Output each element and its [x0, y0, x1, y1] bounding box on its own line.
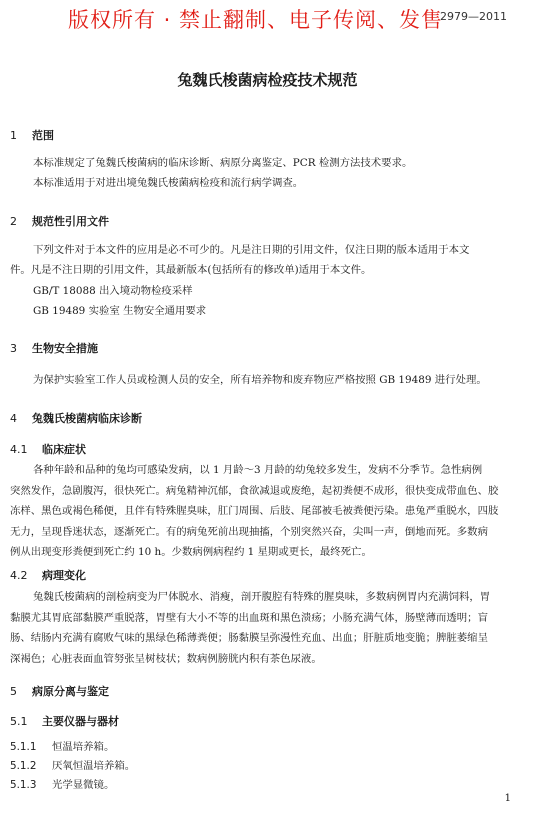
section-5-heading: [10, 683, 109, 699]
section-2-paragraph-line-1: 下列文件对于本文件的应用是必不可少的。凡是注日期的引用文件，仅注日期的版本适用于本文: [33, 244, 470, 256]
section-number: 4: [10, 412, 17, 425]
page-number: 1: [504, 793, 511, 804]
subsection-title: 临床症状: [42, 443, 86, 456]
section-title: 规范性引用文件: [32, 215, 109, 228]
section-1-paragraph-1: 本标准规定了兔魏氏梭菌病的临床诊断、病原分离鉴定、PCR 检测方法技术要求。: [33, 157, 413, 169]
normative-reference-1: GB/T 18088 出入境动物检疫采样: [33, 285, 193, 297]
subsection-5-1-heading: [10, 713, 119, 729]
paragraph-line: 突然发作，急剧腹泻，很快死亡。病兔精神沉郁，食欲减退或废绝，起初粪便不成形，很快变成带血色、胶: [10, 484, 499, 497]
section-2-heading: [10, 213, 109, 229]
section-3-paragraph: 为保护实验室工作人员或检测人员的安全，所有培养物和废弃物应严格按照 GB 19489 进行处理。: [33, 374, 487, 386]
copyright-watermark: 版权所有 · 禁止翻制、电子传阅、发售: [68, 8, 444, 32]
item-number: 5.1.2: [10, 760, 37, 772]
subsection-number: 4.2: [10, 569, 28, 582]
section-1-paragraph-2: 本标准适用于对进出境兔魏氏梭菌病检疫和流行病学调查。: [33, 177, 304, 189]
item-text: 光学显微镜。: [52, 779, 115, 791]
item-text: 恒温培养箱。: [52, 741, 115, 753]
section-4-heading: [10, 410, 142, 426]
paragraph-line: 黏膜尤其胃底部黏膜严重脱落，胃壁有大小不等的出血斑和黑色溃疡；小肠充满气体，肠壁薄而透明；盲: [10, 611, 488, 624]
section-title: 生物安全措施: [32, 342, 98, 355]
subsection-title: 病理变化: [42, 569, 86, 582]
paragraph-line: 兔魏氏梭菌病的剖检病变为尸体脱水、消瘦，剖开腹腔有特殊的腥臭味，多数病例胃内充满饲料，胃: [33, 591, 491, 603]
subsection-4-1-heading: [10, 441, 86, 457]
subsection-number: 5.1: [10, 715, 28, 728]
section-number: 3: [10, 342, 17, 355]
section-2-paragraph-line-2: 件。凡是不注日期的引用文件，其最新版本(包括所有的修改单)适用于本文件。: [10, 264, 372, 276]
subsection-title: 主要仪器与器材: [42, 715, 119, 728]
section-number: 2: [10, 215, 17, 228]
section-title: 范围: [32, 129, 54, 142]
item-number: 5.1.3: [10, 779, 37, 791]
equipment-item: [10, 776, 114, 791]
subsection-4-2-heading: [10, 567, 86, 583]
section-number: 5: [10, 685, 17, 698]
document-title: 兔魏氏梭菌病检疫技术规范: [177, 71, 358, 89]
section-title: 病原分离与鉴定: [32, 685, 109, 698]
section-title: 兔魏氏梭菌病临床诊断: [32, 412, 142, 425]
section-1-heading: [10, 127, 54, 143]
paragraph-line: 冻样、黑色或褐色稀便，且伴有特殊腥臭味，肛门周围、后肢、尾部被毛被粪便污染。患兔严重脱水，四肢: [10, 505, 499, 517]
equipment-item: [10, 757, 135, 772]
clinical-symptoms-paragraph: [10, 460, 525, 563]
equipment-item: [10, 738, 114, 753]
paragraph-line: 无力，呈现昏迷状态，逐渐死亡。有的病兔死前出现抽搐，个别突然兴奋，尖叫一声，倒地而死。多数病: [10, 525, 488, 538]
section-3-heading: [10, 340, 98, 356]
paragraph-line: 各种年龄和品种的兔均可感染发病，以 1 月龄～3 月龄的幼兔较多发生，发病不分季节。急性病例: [33, 464, 483, 476]
item-text: 厌氧恒温培养箱。: [52, 760, 136, 772]
pathology-paragraph: [10, 587, 525, 669]
subsection-number: 4.1: [10, 443, 28, 456]
standard-number: 2979—2011: [440, 10, 507, 23]
paragraph-line: 深褐色；心脏表面血管努张呈树枝状；数病例膀胱内积有茶色尿液。: [10, 652, 322, 665]
paragraph-line: 肠、结肠内充满有腐败气味的黑绿色稀薄粪便；肠黏膜呈弥漫性充血、出血；肝脏质地变脆；脾脏萎缩呈: [10, 632, 488, 644]
normative-reference-2: GB 19489 实验室 生物安全通用要求: [33, 305, 207, 317]
paragraph-line: 例从出现变形粪便到死亡约 10 h。少数病例病程约 1 星期或更长，最终死亡。: [10, 546, 372, 558]
section-number: 1: [10, 129, 17, 142]
item-number: 5.1.1: [10, 741, 37, 753]
